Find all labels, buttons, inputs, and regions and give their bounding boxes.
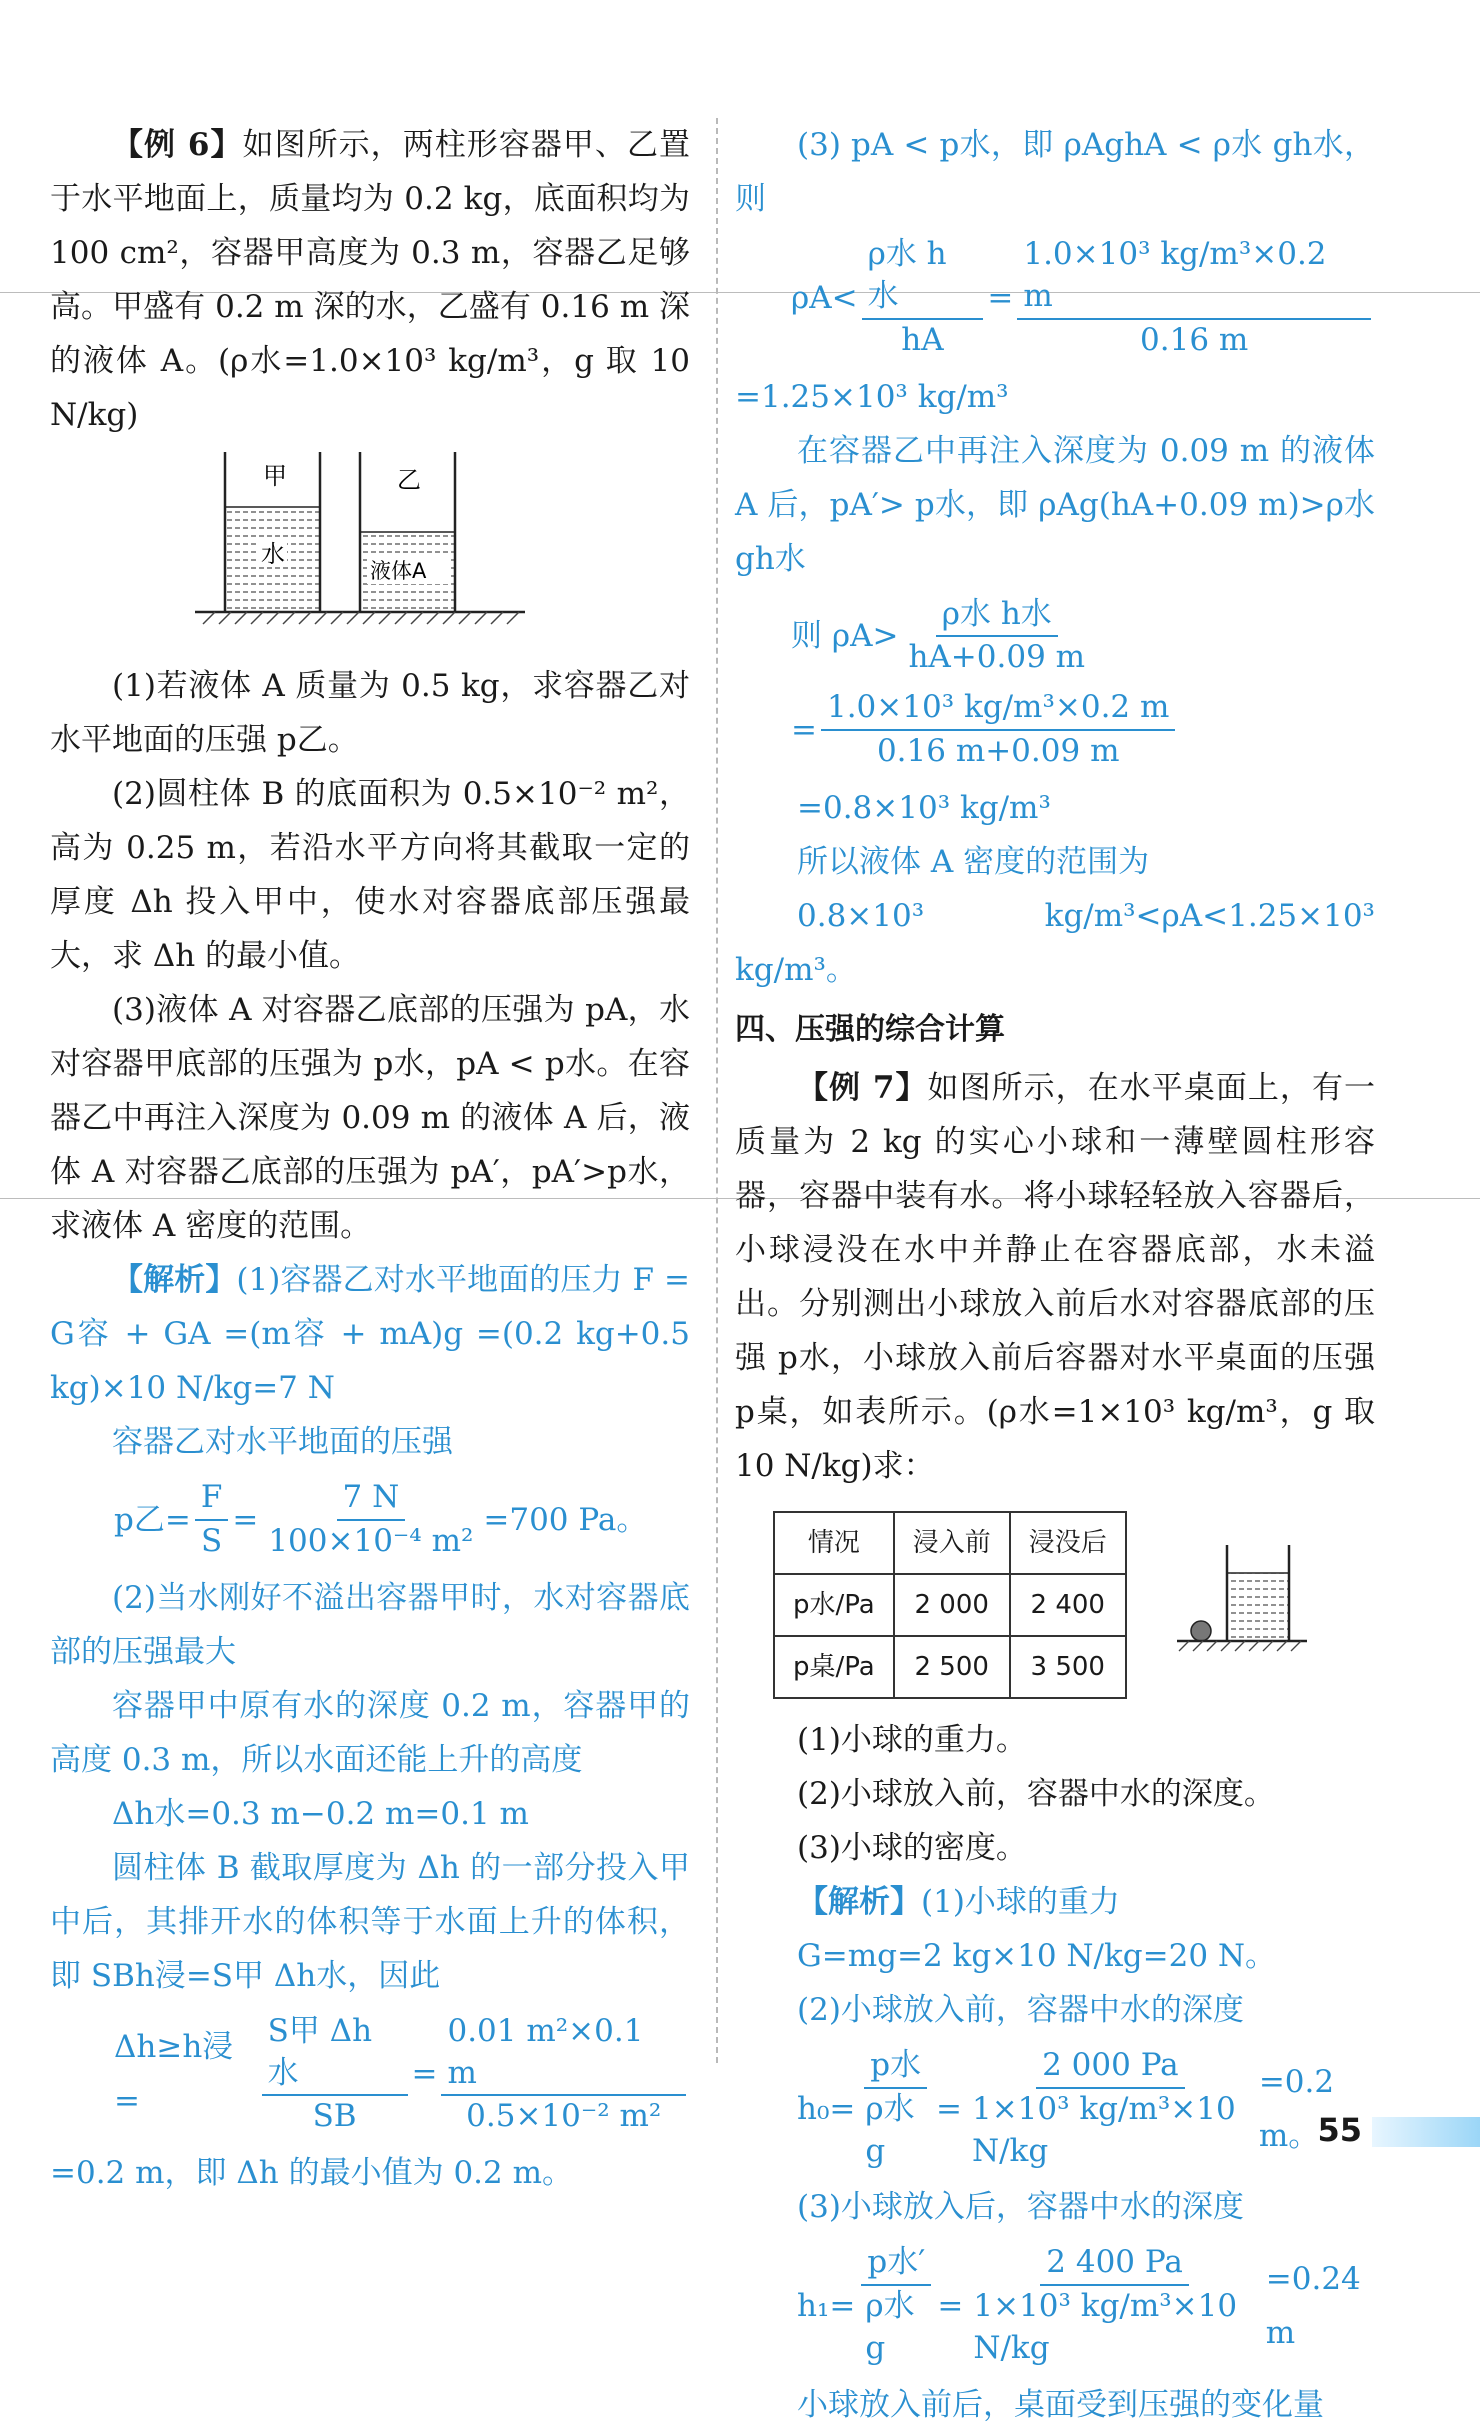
solution-tag: 【解析】 — [112, 1262, 237, 1298]
example7-intro: 【例 7】如图所示，在水平桌面上，有一质量为 2 kg 的实心小球和一薄壁圆柱形容器，容器中装有水。将小球轻轻放入容器后，小球浸没在水中并静止在容器底部，水未溢出。分别测出小球放入前后水对容器底部的压强 p水，小球放入前后容器对水平桌面的压强 p桌，如表所示。(ρ水=1×10³ kg/m³，g 取 10 N/kg)求： — [735, 1069, 1375, 1484]
label-liquid-a: 液体A — [370, 559, 427, 583]
ex6-solution-1: 【解析】(1)容器乙对水平地面的压力 F = G容 + GA =(m容 + mA)g =(0.2 kg+0.5 kg)×10 N/kg=7 N — [50, 1262, 690, 1406]
ex6-solution-2: 容器乙对水平地面的压强 — [112, 1424, 453, 1460]
ex6-question-1: (1)若液体 A 质量为 0.5 kg，求容器乙对水平地面的压强 p乙。 — [50, 668, 690, 758]
ex6-solution-3: (2)当水刚好不溢出容器甲时，水对容器底部的压强最大 — [50, 1579, 690, 1670]
table-cell: p水/Pa — [774, 1574, 894, 1636]
formula-h1: h₁= $\frac{\text{p水′}}{\text{ρ水 g}}$ = $\frac{2 400 Pa}{\text{1×10³ kg/m³×10 N/kg}}$ =0.24 m — [797, 2242, 1375, 2370]
table-header: 浸没后 — [1010, 1512, 1126, 1574]
label-jia: 甲 — [263, 462, 287, 490]
ex6-solution — [50, 1253, 690, 2200]
formula-rho-upper: ρA< $\frac{\text{ρ水 h水}}{hA}$ = $\frac{\text{1.0×10³ kg/m³×0.2 m}}{0.16 m}$ — [791, 234, 1375, 362]
ex7-question-3: (3)小球的密度。 — [797, 1829, 1027, 1866]
example6-intro: 【例 6】如图所示，两柱形容器甲、乙置于水平地面上，质量均为 0.2 kg，底面积均为 100 cm²，容器甲高度为 0.3 m，容器乙足够高。甲盛有 0.2 m 深的水，乙盛有 0.16 m 深的液体 A。(ρ水=1.0×10³ kg/m³，g 取 10 N/kg) — [50, 127, 690, 433]
ex6-question-2: (2)圆柱体 B 的底面积为 0.5×10⁻² m²，高为 0.25 m，若沿水平方向将其截取一定的厚度 Δh 投入甲中，使水对容器底部压强最大，求 Δh 的最小值。 — [50, 776, 690, 974]
ex6-solution-5: Δh水=0.3 m−0.2 m=0.1 m — [112, 1795, 529, 1832]
ex6-solution-r2: =1.25×10³ kg/m³ — [735, 378, 1009, 415]
ex7-question-2: (2)小球放入前，容器中水的深度。 — [797, 1775, 1275, 1812]
ex7-solution-1: 【解析】(1)小球的重力 — [797, 1883, 1120, 1920]
example6-tag: 【例 6】 — [112, 127, 243, 163]
table-header-row — [774, 1512, 1126, 1574]
ex6-solution-r6: 0.8×10³ kg/m³<ρA<1.25×10³ kg/m³。 — [735, 897, 1375, 988]
ex7-solution-5: 小球放入前后，桌面受到压强的变化量 — [797, 2386, 1324, 2423]
ex6-solution-7: =0.2 m，即 Δh 的最小值为 0.2 m。 — [50, 2155, 573, 2192]
page-number-bar — [1372, 2117, 1480, 2147]
fraction: $\frac{2 400 Pa}{\text{1×10³ kg/m³×10 N/kg}}$ — [973, 2244, 1238, 2367]
example7-tag: 【例 7】 — [797, 1069, 928, 1106]
solution-tag: 【解析】 — [797, 1883, 921, 1920]
fraction: $\frac{F}{S}$ — [195, 1477, 229, 1563]
table-cell: 3 500 — [1010, 1636, 1126, 1698]
table-header: 浸入前 — [894, 1512, 1010, 1574]
formula-pressure-yi: p乙= $\frac{F}{S}$ = $\frac{7 N}{\text{100×10⁻⁴ m²}}$ =700 Pa。 — [114, 1477, 690, 1563]
containers-diagram — [195, 452, 525, 632]
table-header: 情况 — [774, 1512, 894, 1574]
ball-container-figure — [1167, 1545, 1317, 1665]
fraction: $\frac{\text{S甲 Δh水}}{SB}$ — [262, 2011, 408, 2139]
page-number: 55 — [1317, 2111, 1362, 2149]
ex6-question-3: (3)液体 A 对容器乙底部的压强为 pA，水对容器甲底部的压强为 p水，pA < p水。在容器乙中再注入深度为 0.09 m 的液体 A 后，液体 A 对容器乙底部的压强为 pA′，pA′>p水，求液体 A 密度的范围。 — [50, 992, 690, 1244]
left-column — [50, 118, 690, 2200]
ex6-solution-r5: 所以液体 A 密度的范围为 — [797, 843, 1150, 880]
table-row — [774, 1574, 1126, 1636]
table-cell: p桌/Pa — [774, 1636, 894, 1698]
container-water — [1227, 1573, 1289, 1641]
ex7-solution-2: G=mg=2 kg×10 N/kg=20 N。 — [797, 1937, 1277, 1974]
table-cell: 2 000 — [894, 1574, 1010, 1636]
table-cell: 2 400 — [1010, 1574, 1126, 1636]
column-divider — [716, 118, 718, 2063]
ex7-question-1: (1)小球的重力。 — [797, 1721, 1027, 1758]
fraction: $\frac{7 N}{\text{100×10⁻⁴ m²}}$ — [268, 1479, 474, 1559]
ex6-solution-r1: (3) pA < p水，即 ρAghA < ρ水 gh水，则 — [735, 127, 1375, 217]
table-cell: 2 500 — [894, 1636, 1010, 1698]
ball-icon — [1191, 1621, 1211, 1641]
fraction: $\frac{2 000 Pa}{\text{1×10³ kg/m³×10 N/kg}}$ — [971, 2046, 1236, 2169]
fraction: $\frac{\text{ρ水 h水}}{hA+0.09 m}$ — [908, 595, 1086, 676]
ex7-solution-3: (2)小球放入前，容器中水的深度 — [797, 1991, 1244, 2028]
fraction: $\frac{\text{ρ水 h水}}{hA}$ — [862, 234, 984, 362]
formula-rho-lower-value: = $\frac{\text{1.0×10³ kg/m³×0.2 m}}{0.16 m+0.09 m}$ — [791, 687, 1375, 773]
formula-h0: h₀= $\frac{\text{p水}}{\text{ρ水 g}}$ = $\frac{2 000 Pa}{\text{1×10³ kg/m³×10 N/kg}}$ =0.2 m。 — [797, 2045, 1375, 2173]
ex7-solution — [735, 1875, 1375, 2432]
formula-delta-h: Δh≥h浸= $\frac{\text{S甲 Δh水}}{SB}$ = $\frac{\text{0.01 m²×0.1 m}}{\text{0.5×10⁻² m²}}$ — [114, 2011, 690, 2139]
right-column — [735, 118, 1375, 2432]
fraction: $\frac{\text{0.01 m²×0.1 m}}{\text{0.5×10⁻² m²}}$ — [441, 2011, 686, 2139]
fraction: $\frac{\text{p水′}}{\text{ρ水 g}}$ — [859, 2242, 933, 2370]
fraction: $\frac{\text{1.0×10³ kg/m³×0.2 m}}{0.16 m}$ — [1017, 234, 1371, 362]
fraction: $\frac{\text{1.0×10³ kg/m³×0.2 m}}{0.16 m+0.09 m}$ — [821, 687, 1175, 773]
ex6-solution-continued — [735, 118, 1375, 997]
label-yi: 乙 — [397, 466, 421, 494]
fraction: $\frac{\text{p水}}{\text{ρ水 g}}$ — [859, 2045, 932, 2173]
ex6-solution-4: 容器甲中原有水的深度 0.2 m，容器甲的高度 0.3 m，所以水面还能上升的高度 — [50, 1687, 690, 1778]
label-water: 水 — [261, 540, 285, 568]
ex6-solution-r3: 在容器乙中再注入深度为 0.09 m 的液体 A 后，pA′> p水，即 ρAg(hA+0.09 m)>ρ水 gh水 — [735, 432, 1375, 577]
formula-rho-lower: 则 ρA> $\frac{\text{ρ水 h水}}{hA+0.09 m}$ — [791, 594, 1375, 680]
ex7-solution-4: (3)小球放入后，容器中水的深度 — [797, 2189, 1244, 2226]
section-title: 四、压强的综合计算 — [735, 1011, 1005, 1047]
pressure-table — [773, 1511, 1127, 1699]
ex6-solution-r4: =0.8×10³ kg/m³ — [797, 789, 1051, 826]
table-row — [774, 1636, 1126, 1698]
containers-figure — [195, 452, 690, 649]
ex6-solution-6: 圆柱体 B 截取厚度为 Δh 的一部分投入甲中后，其排开水的体积等于水面上升的体积，即 SBh浸=S甲 Δh水，因此 — [50, 1849, 690, 1994]
ex7-table-and-figure — [773, 1511, 1375, 1699]
